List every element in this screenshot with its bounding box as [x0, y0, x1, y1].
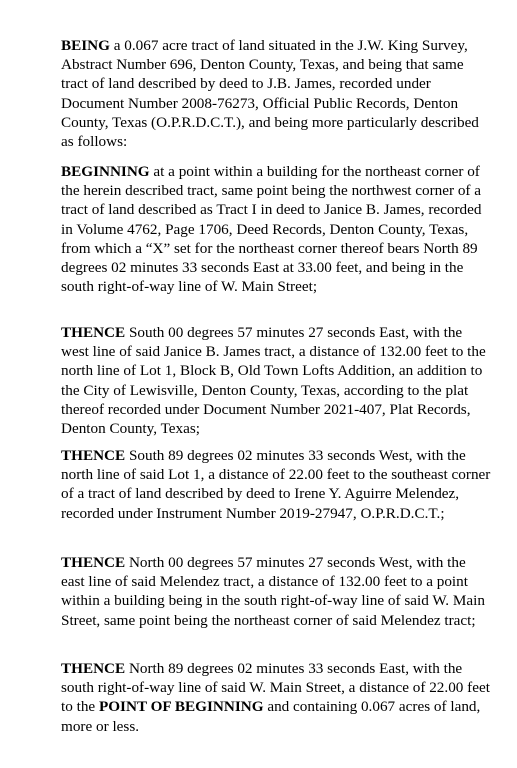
paragraph-lead: BEGINNING — [61, 163, 150, 180]
paragraph-thence-south-1 — [61, 323, 491, 438]
paragraph-lead: THENCE — [61, 660, 126, 677]
paragraph-text: a 0.067 acre tract of land situated in the J.W. King Survey, Abstract Number 696, Denton County, Texas, and being that same tract of land described by deed to J.B. James, recorded under Document Number 2008-76273, Official Public Records, Denton County, Texas (O.P.R.D.C.T.), and being more particularly described as follows: — [61, 37, 479, 151]
paragraph-thence-south-2 — [61, 446, 491, 523]
paragraph-thence-north-2 — [61, 659, 491, 736]
paragraph-being — [61, 36, 491, 151]
paragraph-lead: THENCE — [61, 554, 126, 571]
paragraph-text: at a point within a building for the northeast corner of the herein described tract, same point being the northwest corner of a tract of land described as Tract I in deed to Janice B. James, recorded in Volume 4762, Page 1706, Deed Records, Denton County, Texas, from which a “X” set for the northeast corner thereof bears North 89 degrees 02 minutes 33 seconds East at 33.00 feet, and being in the south right-of-way line of W. Main Street; — [61, 163, 482, 296]
point-of-beginning-emphasis: POINT OF BEGINNING — [98, 698, 264, 716]
paragraph-tail: and containing 0.067 acres of land, more or less. — [61, 698, 481, 735]
paragraph-text: North 00 degrees 57 minutes 27 seconds West, with the east line of said Melendez tract, a distance of 132.00 feet to a point within a building being in the south right-of-way line of said W. Main Street, same point being the northeast corner of said Melendez tract; — [61, 554, 485, 629]
paragraph-text: South 89 degrees 02 minutes 33 seconds West, with the north line of said Lot 1, a distance of 22.00 feet to the southeast corner of a tract of land described by deed to Irene Y. Aguirre Melendez, recorded under Instrument Number 2019-27947, O.P.R.D.C.T.; — [61, 447, 491, 522]
paragraph-lead: THENCE — [61, 324, 126, 341]
paragraph-text: South 00 degrees 57 minutes 27 seconds East, with the west line of said Janice B. James tract, a distance of 132.00 feet to the north line of Lot 1, Block B, Old Town Lofts Addition, an addition to the City of Lewisville, Denton County, Texas, according to the plat thereof recorded under Document Number 2021-407, Plat Records, Denton County, Texas; — [61, 324, 486, 438]
paragraph-text: North 89 degrees 02 minutes 33 seconds East, with the south right-of-way line of said W. Main Street, a distance of 22.00 feet to the — [61, 660, 490, 716]
paragraph-beginning — [61, 162, 491, 296]
paragraph-lead: THENCE — [61, 447, 126, 464]
paragraph-lead: BEING — [61, 37, 110, 54]
paragraph-thence-north-1 — [61, 553, 491, 630]
